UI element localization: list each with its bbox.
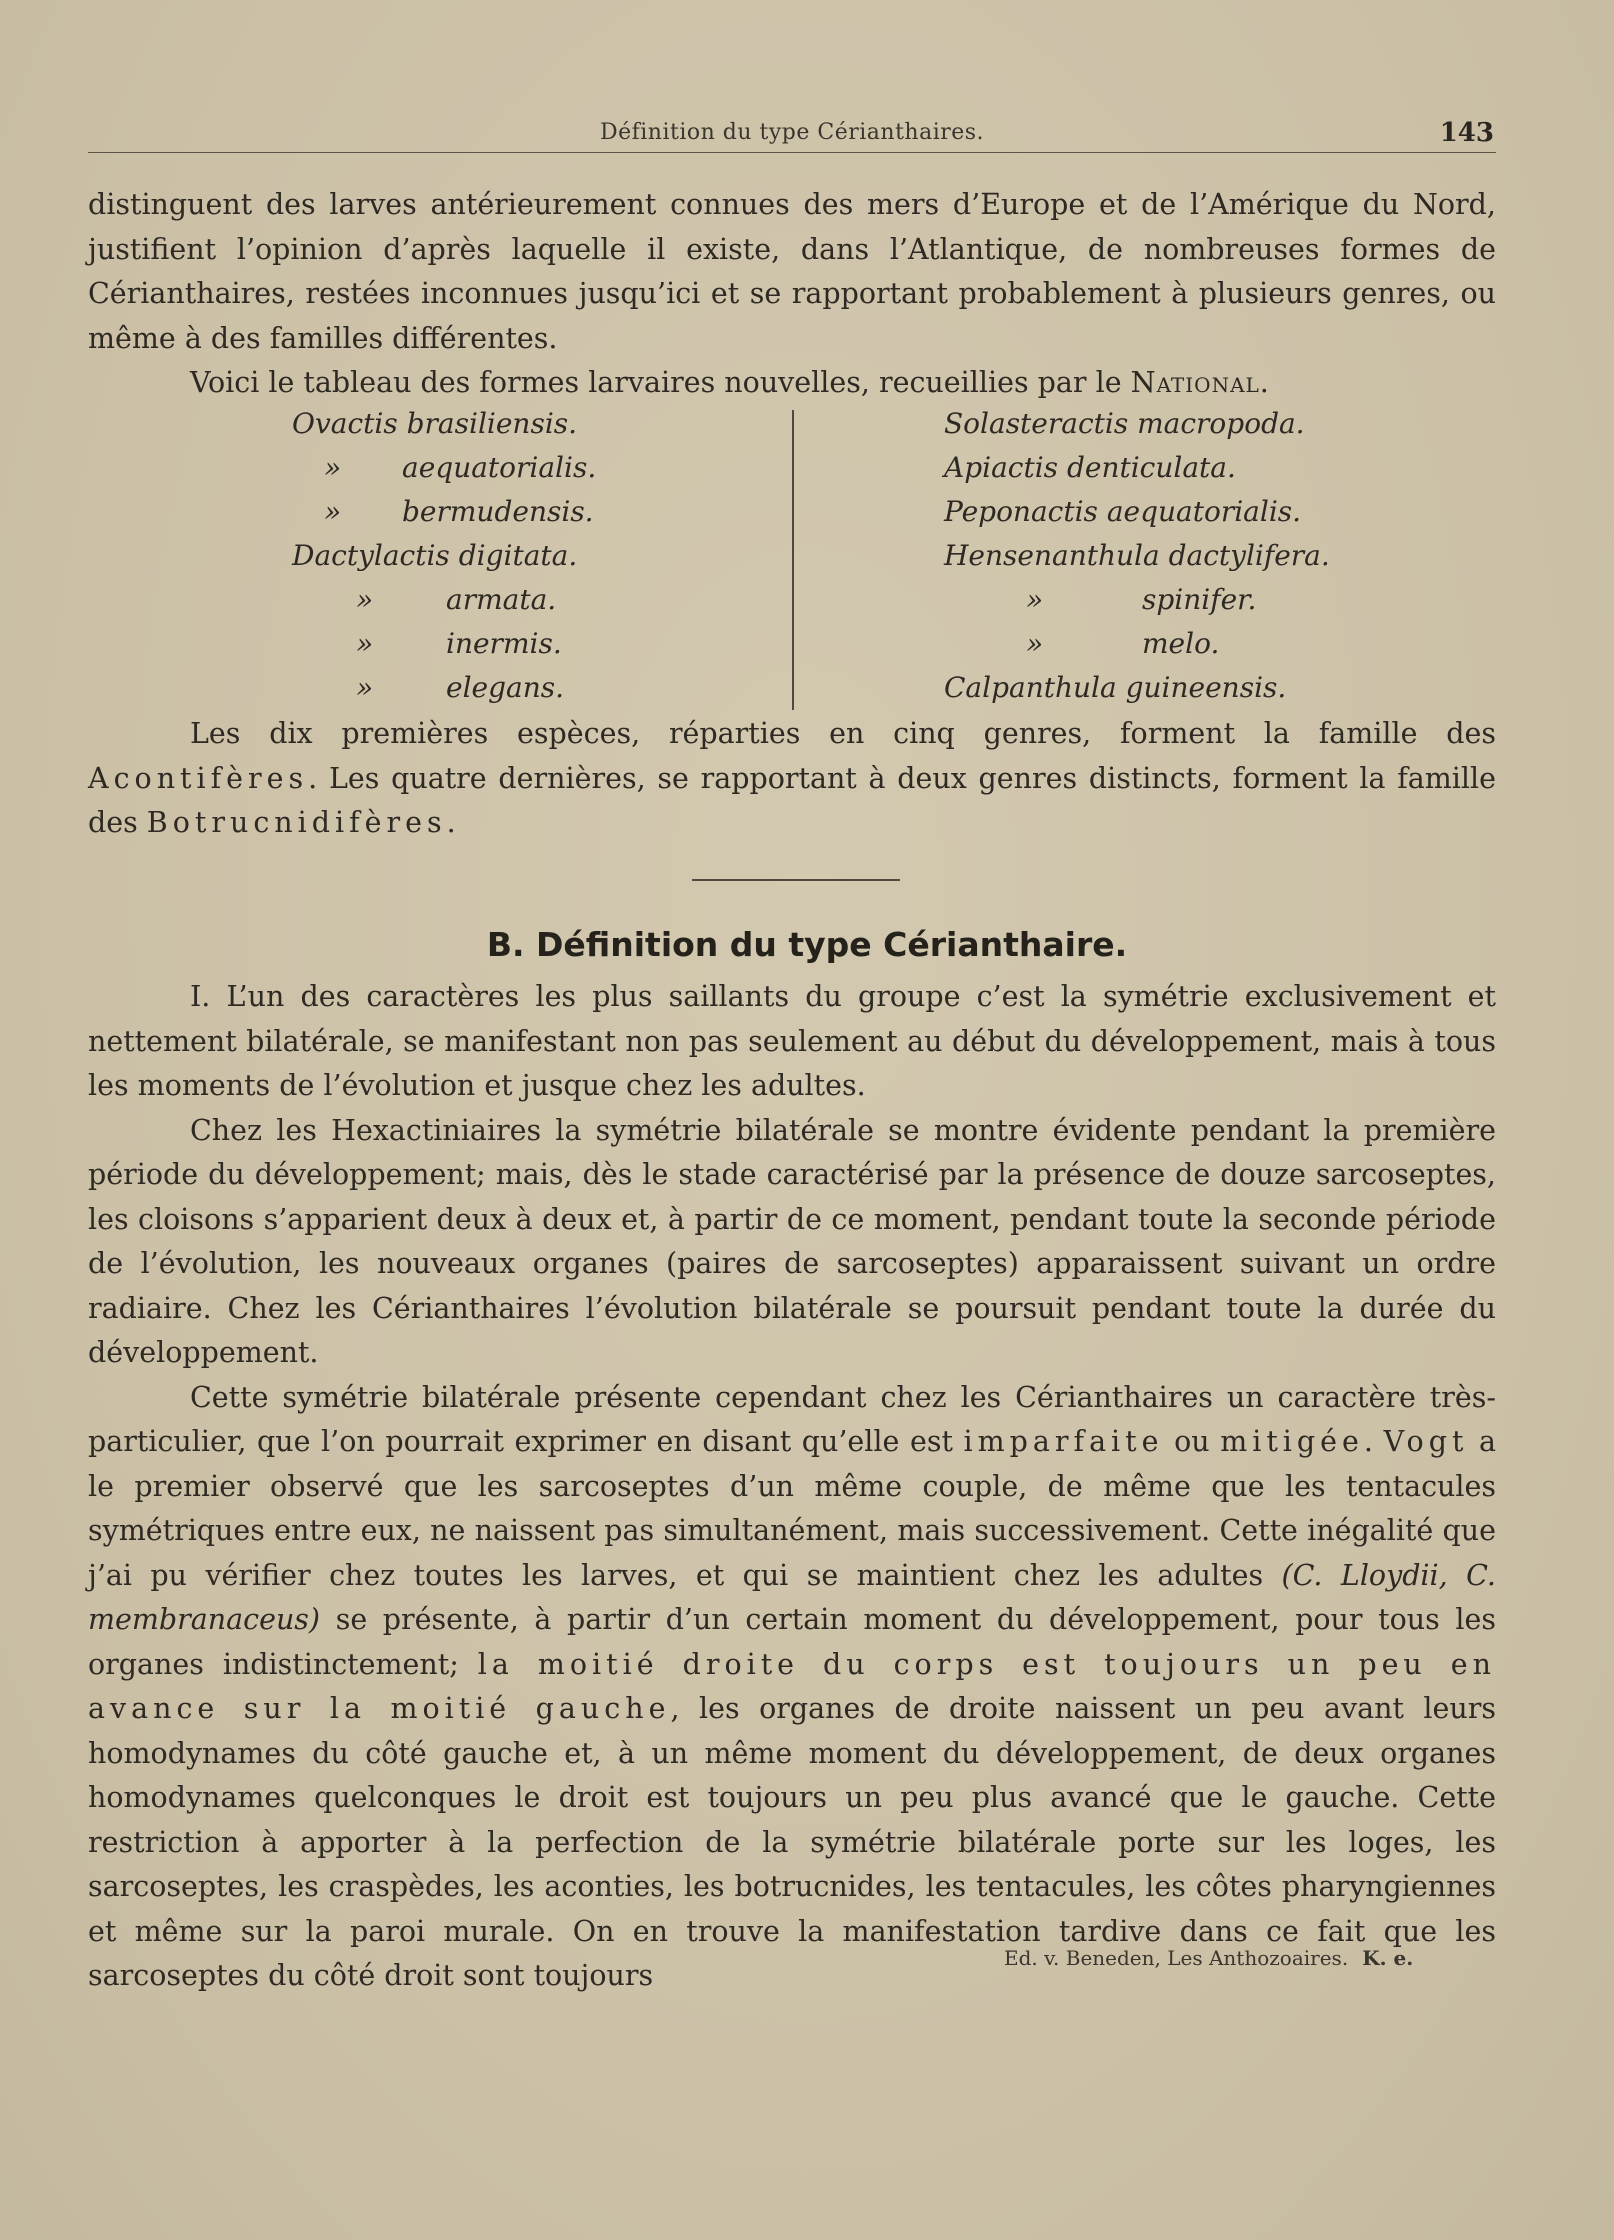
table-cell: melo. <box>1142 627 1220 660</box>
table-cell: Apiactis denticulata. <box>944 451 1236 484</box>
footer-signature <box>1004 1946 1413 1970</box>
ditto-mark: » <box>356 583 374 616</box>
table-cell: Peponactis aequatorialis. <box>944 495 1302 528</box>
table-cell: Solasteractis macropoda. <box>944 407 1305 440</box>
paragraph-families: Les dix premières espèces, réparties en cinq genres, forment la famille des Acontifères. Les quatre dernières, se rapportant à deux genres distincts, forment la famille des Botrucnidifères. <box>88 717 1496 839</box>
section-heading: B. Définition du type Cérianthaire. <box>486 925 1128 964</box>
table-cell: elegans. <box>446 671 565 704</box>
ditto-mark: » <box>324 451 342 484</box>
table-cell: Ovactis brasiliensis. <box>292 407 578 440</box>
running-title: Définition du type Cérianthaires. <box>599 120 985 145</box>
running-header <box>88 118 1496 153</box>
table-cell: armata. <box>446 583 557 616</box>
paragraph: Chez les Hexactiniaires la symétrie bilatérale se montre évidente pendant la première période du développement; mais, dès le stade caractérisé par la présence de douze sarcoseptes, les cloisons s’apparient deux à deux et, à partir de ce moment, pendant toute la seconde période de l’évolution, les nouveaux organes (paires de sarcoseptes) apparaissent suivant un ordre radiaire. Chez les Cérianthaires l’évolution bilatérale se poursuit pendant toute la durée du développement. <box>88 1113 1496 1369</box>
emphasis: la moitié droite du corps est toujours un peu en avance sur la moitié gauche <box>88 1647 1496 1725</box>
table-cell: aequatorialis. <box>402 451 597 484</box>
table-cell: bermudensis. <box>402 495 594 528</box>
table-cell: Dactylactis digitata. <box>292 539 578 572</box>
printer-signature: K. e. <box>1362 1946 1414 1970</box>
text-block-main <box>88 975 1496 1999</box>
paragraph: Cette symétrie bilatérale présente cependant chez les Cérianthaires un caractère très-particulier, que l’on pourrait exprimer en disant qu’elle est imparfaite ou mitigée. Vogt a le premier observé que les sarcoseptes d’un même couple, de même que les tentacules symétriques entre eux, ne naissent pas simultanément, mais successivement. Cette inégalité que j’ai pu vérifier chez toutes les larves, et qui se maintient chez les adultes (C. Lloydii, C. membranaceus) se présente, à partir d’un certain moment du développement, pour tous les organes indistinctement; la moitié droite du corps est toujours un peu en avance sur la moitié gauche, les organes de droite naissent un peu avant leurs homodynames du côté gauche et, à un même moment du développement, de deux organes homodynames quelconques le droit est toujours un peu plus avancé que le gauche. Cette restriction à apporter à la perfection de la symétrie bilatérale porte sur les loges, les sarcoseptes, les craspèdes, les aconties, les botrucnides, les tentacules, les côtes pharyngiennes et même sur la paroi murale. On en trouve la manifestation tardive dans ce fait que les sarcoseptes du côté droit sont toujours <box>88 1380 1496 1992</box>
table-cell: Calpanthula guineensis. <box>944 671 1287 704</box>
text-block-top <box>88 183 1496 406</box>
ditto-mark: » <box>1026 627 1044 660</box>
section-divider <box>692 879 900 881</box>
footer-text: Ed. v. Beneden, Les Anthozoaires. <box>1004 1946 1349 1970</box>
table-cell: inermis. <box>446 627 562 660</box>
paragraph: I. L’un des caractères les plus saillants du groupe c’est la symétrie exclusivement et nettement bilatérale, se manifestant non pas seulement au début du développement, mais à tous les moments de l’évolution et jusque chez les adultes. <box>88 980 1496 1102</box>
table-cell: spinifer. <box>1142 583 1257 616</box>
emphasis: imparfaite <box>963 1425 1164 1458</box>
family-name: Acontifères <box>88 761 309 795</box>
species-names: (C. Lloydii, C. membranaceus) <box>88 1558 1496 1636</box>
page-number: 143 <box>1439 118 1494 148</box>
ditto-mark: » <box>1026 583 1044 616</box>
author-name: Vogt <box>1383 1425 1469 1458</box>
ship-name: National <box>1130 366 1260 399</box>
family-name: Botrucnidifères <box>146 806 447 839</box>
paragraph-continuation: distinguent des larves antérieurement connues des mers d’Europe et de l’Amérique du Nord, justifient l’opinion d’après laquelle il existe, dans l’Atlantique, de nombreuses formes de Cérianthaires, restées inconnues jusqu’ici et se rapportant probablement à plusieurs genres, ou même à des familles différentes. <box>88 188 1496 355</box>
species-table <box>0 402 1614 712</box>
text-block-families <box>88 712 1496 846</box>
emphasis: mitigée <box>1220 1425 1364 1458</box>
paragraph-table-intro: Voici le tableau des formes larvaires nouvelles, recueillies par le National. <box>190 366 1269 399</box>
ditto-mark: » <box>324 495 342 528</box>
ditto-mark: » <box>356 627 374 660</box>
ditto-mark: » <box>356 671 374 704</box>
table-column-divider <box>792 410 794 710</box>
table-cell: Hensenanthula dactylifera. <box>944 539 1330 572</box>
